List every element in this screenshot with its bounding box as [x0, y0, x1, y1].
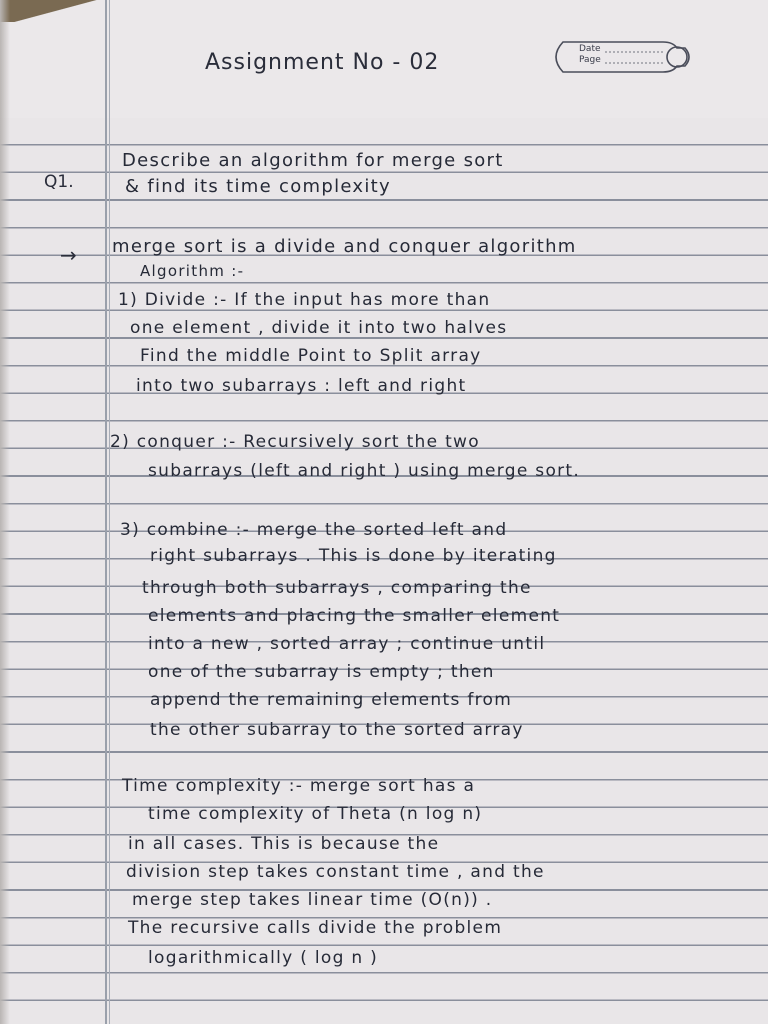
step3-line: through both subarrays , comparing the — [142, 578, 532, 598]
step3-line: one of the subarray is empty ; then — [148, 662, 495, 682]
step2-line: 2) conquer :- Recursively sort the two — [110, 432, 480, 452]
assignment-title: Assignment No - 02 — [205, 50, 440, 75]
date-page-stamp — [545, 36, 695, 78]
question-line: & find its time complexity — [125, 176, 391, 197]
page-label: Page — [579, 55, 601, 65]
step1-line: Find the middle Point to Split array — [140, 346, 482, 366]
margin-line — [105, 0, 107, 1024]
margin-line-inner — [109, 0, 110, 1024]
step3-line: 3) combine :- merge the sorted left and — [120, 520, 508, 540]
complexity-line: The recursive calls divide the problem — [128, 918, 503, 938]
date-stamp-icon — [545, 36, 695, 78]
step3-line: the other subarray to the sorted array — [150, 720, 524, 740]
complexity-line: time complexity of Theta (n log n) — [148, 804, 483, 824]
step1-line: 1) Divide :- If the input has more than — [118, 290, 491, 310]
question-number: Q1. — [44, 172, 74, 192]
complexity-line: Time complexity :- merge sort has a — [122, 776, 476, 796]
step3-line: elements and placing the smaller element — [148, 606, 561, 626]
step3-line: right subarrays . This is done by iterating — [150, 546, 557, 566]
step2-line: subarrays (left and right ) using merge sort. — [148, 461, 581, 481]
step3-line: append the remaining elements from — [150, 690, 513, 710]
table-corner — [0, 0, 130, 22]
date-label: Date — [579, 44, 601, 54]
step1-line: into two subarrays : left and right — [136, 376, 467, 396]
answer-intro-line: Algorithm :- — [140, 262, 245, 280]
question-line: Describe an algorithm for merge sort — [122, 150, 504, 171]
step1-line: one element , divide it into two halves — [130, 318, 508, 338]
answer-arrow-icon: → — [60, 243, 77, 267]
complexity-line: division step takes constant time , and the — [126, 862, 545, 882]
answer-intro-line: merge sort is a divide and conquer algorithm — [112, 236, 577, 257]
page-fold-shadow — [0, 0, 10, 1024]
step3-line: into a new , sorted array ; continue until — [148, 634, 546, 654]
complexity-line: in all cases. This is because the — [128, 834, 440, 854]
complexity-line: merge step takes linear time (O(n)) . — [132, 890, 493, 910]
complexity-line: logarithmically ( log n ) — [148, 948, 379, 968]
